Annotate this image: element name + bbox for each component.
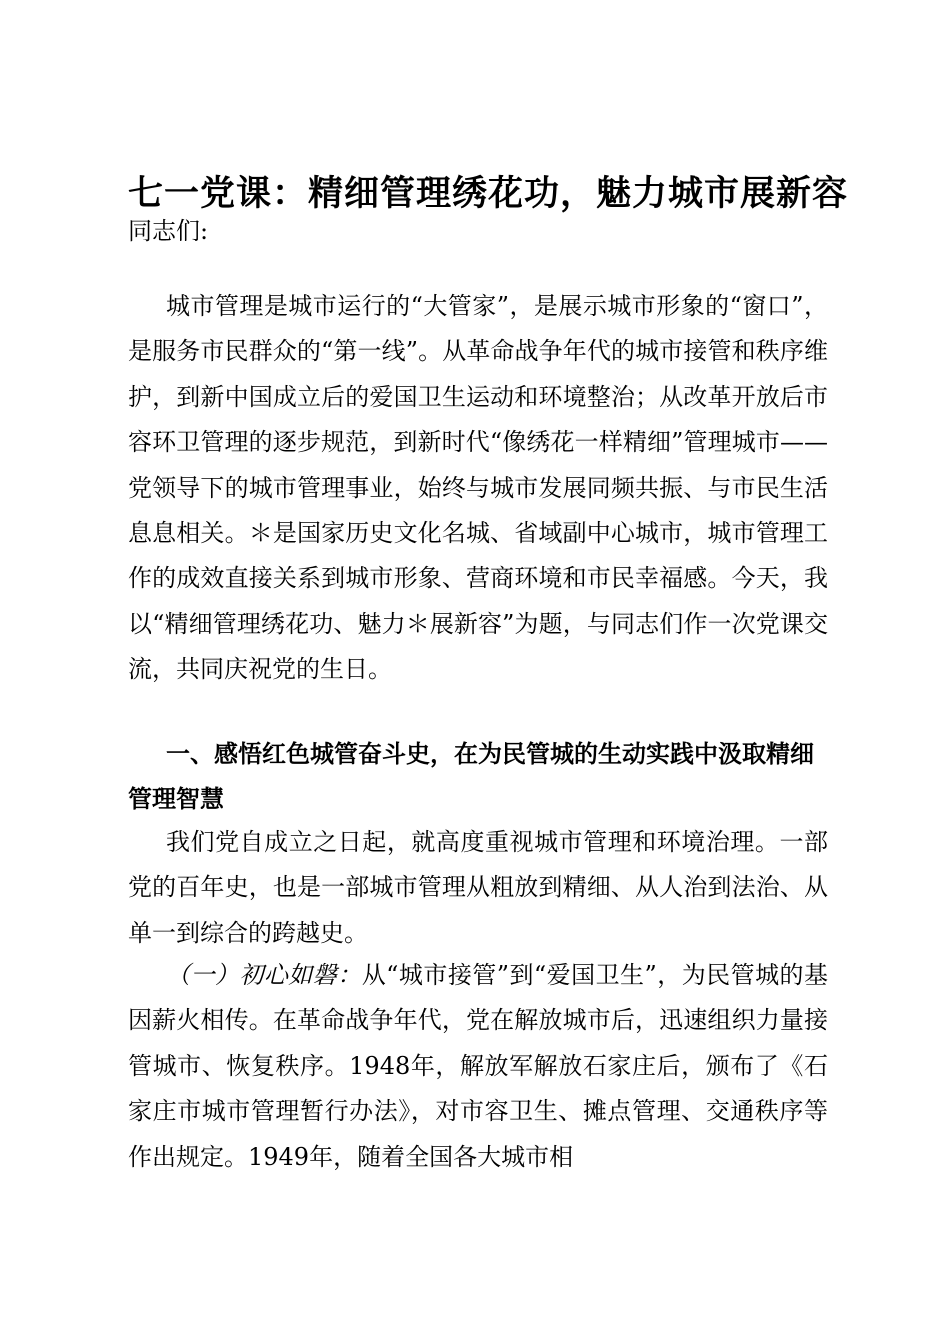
document-title: 七一党课：精细管理绣花功，魅力城市展新容: [128, 173, 849, 214]
paragraph-subsection-1: [128, 953, 828, 1180]
paragraph-intro: 城市管理是城市运行的“大管家”，是展示城市形象的“窗口”，是服务市民群众的“第一线”。从革命战争年代的城市接管和秩序维护，到新中国成立后的爱国卫生运动和环境整治；从改革开放后市容环卫管理的逐步规范，到新时代“像绣花一样精细”管理城市——党领导下的城市管理事业，始终与城市发展同频共振、与市民生活息息相关。＊是国家历史文化名城、省域副中心城市，城市管理工作的成效直接关系到城市形象、营商环境和市民幸福感。今天，我以“精细管理绣花功、魅力＊展新容”为题，与同志们作一次党课交流，共同庆祝党的生日。: [128, 292, 828, 684]
subsection-lead: （一）初心如磐：: [166, 961, 362, 989]
greeting: 同志们:: [128, 217, 209, 245]
section-heading-1: 一、感悟红色城管奋斗史，在为民管城的生动实践中汲取精细管理智慧: [128, 739, 814, 814]
subsection-body: 从“城市接管”到“爱国卫生”，为民管城的基因薪火相传。在革命战争年代，党在解放城市后，迅速组织力量接管城市、恢复秩序。1948年，解放军解放石家庄后，颁布了《石家庄市城市管理暂行办法》，对市容卫生、摊点管理、交通秩序等作出规定。1949年，随着全国各大城市相: [128, 961, 829, 1171]
paragraph-history: 我们党自成立之日起，就高度重视城市管理和环境治理。一部党的百年史，也是一部城市管理从粗放到精细、从人治到法治、从单一到综合的跨越史。: [128, 828, 828, 947]
